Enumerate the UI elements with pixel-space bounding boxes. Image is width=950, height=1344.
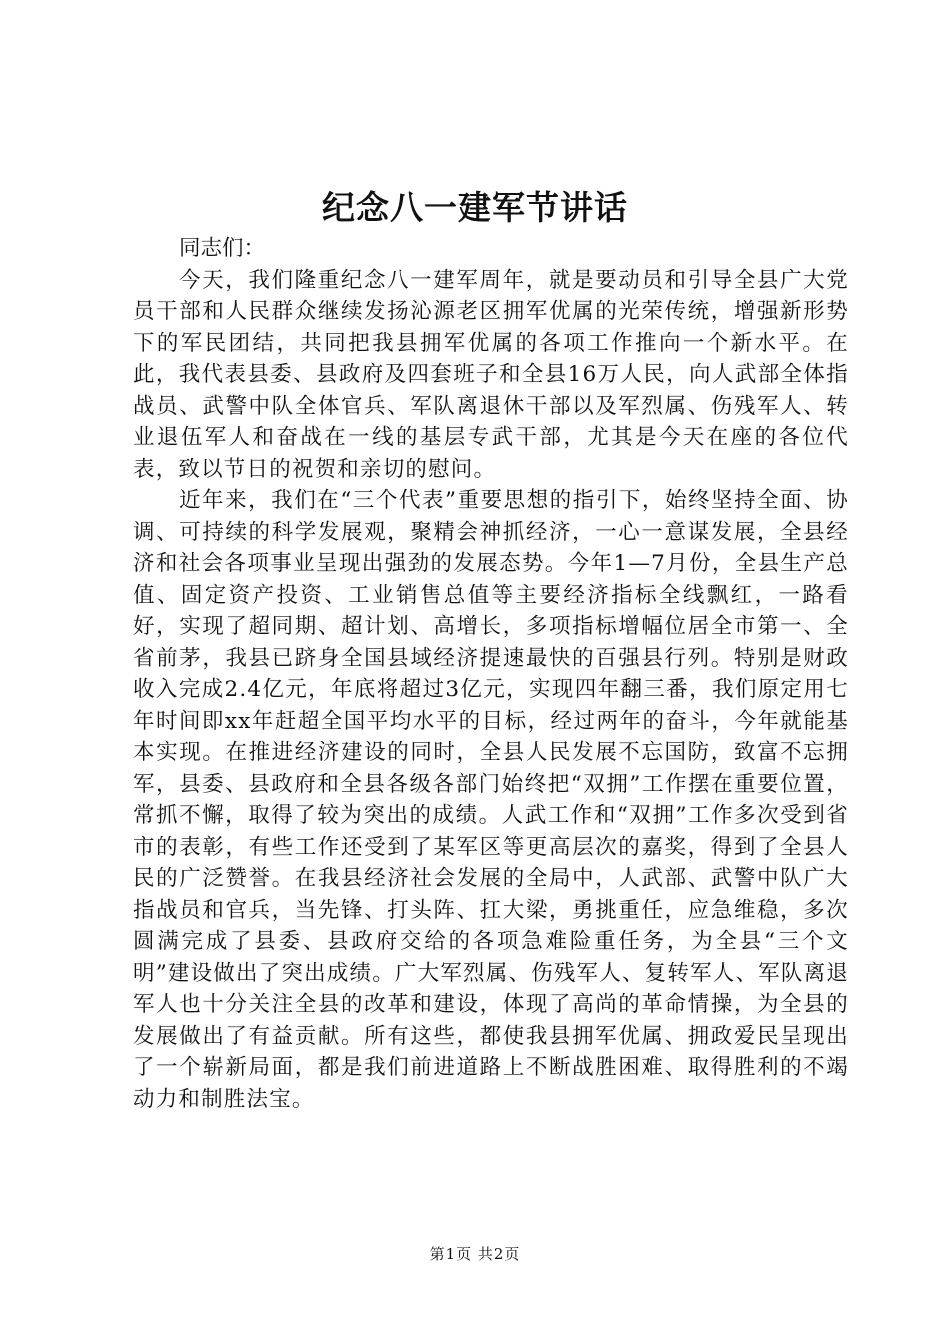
salutation: 同志们：: [179, 236, 266, 261]
document-body: [133, 233, 849, 1115]
page-footer: 第1页 共2页: [429, 1245, 521, 1263]
paragraph-1: 今天，我们隆重纪念八一建军周年，就是要动员和引导全县广大党员干部和人民群众继续发扬沁源老区拥军优属的光荣传统，增强新形势下的军民团结，共同把我县拥军优属的各项工作推向一个新水平。在此，我代表县委、县政府及四套班子和全县16万人民，向人武部全体指战员、武警中队全体官兵、军队离退休干部以及军烈属、伤残军人、转业退伍军人和奋战在一线的基层专武干部，尤其是今天在座的各位代表，致以节日的祝贺和亲切的慰问。: [133, 267, 849, 482]
document-title: 纪念八一建军节讲话: [322, 188, 628, 227]
paragraph-2: 近年来，我们在“三个代表”重要思想的指引下，始终坚持全面、协调、可持续的科学发展观，聚精会神抓经济，一心一意谋发展，全县经济和社会各项事业呈现出强劲的发展态势。今年1—7月份，全县生产总值、固定资产投资、工业销售总值等主要经济指标全线飘红，一路看好，实现了超同期、超计划、高增长，多项指标增幅位居全市第一、全省前茅，我县已跻身全国县域经济提速最快的百强县行列。特别是财政收入完成2.4亿元，年底将超过3亿元，实现四年翻三番，我们原定用七年时间即xx年赶超全国平均水平的目标，经过两年的奋斗，今年就能基本实现。在推进经济建设的同时，全县人民发展不忘国防，致富不忘拥军，县委、县政府和全县各级各部门始终把“双拥”工作摆在重要位置，常抓不懈，取得了较为突出的成绩。人武工作和“双拥”工作多次受到省市的表彰，有些工作还受到了某军区等更高层次的嘉奖，得到了全县人民的广泛赞誉。在我县经济社会发展的全局中，人武部、武警中队广大指战员和官兵，当先锋、打头阵、扛大梁，勇挑重任，应急维稳，多次圆满完成了县委、县政府交给的各项急难险重任务，为全县“三个文明”建设做出了突出成绩。广大军烈属、伤残军人、复转军人、军队离退军人也十分关注全县的改革和建设，体现了高尚的革命情操，为全县的发展做出了有益贡献。所有这些，都使我县拥军优属、拥政爱民呈现出了一个崭新局面，都是我们前进道路上不断战胜困难、取得胜利的不竭动力和制胜法宝。: [133, 488, 849, 1112]
